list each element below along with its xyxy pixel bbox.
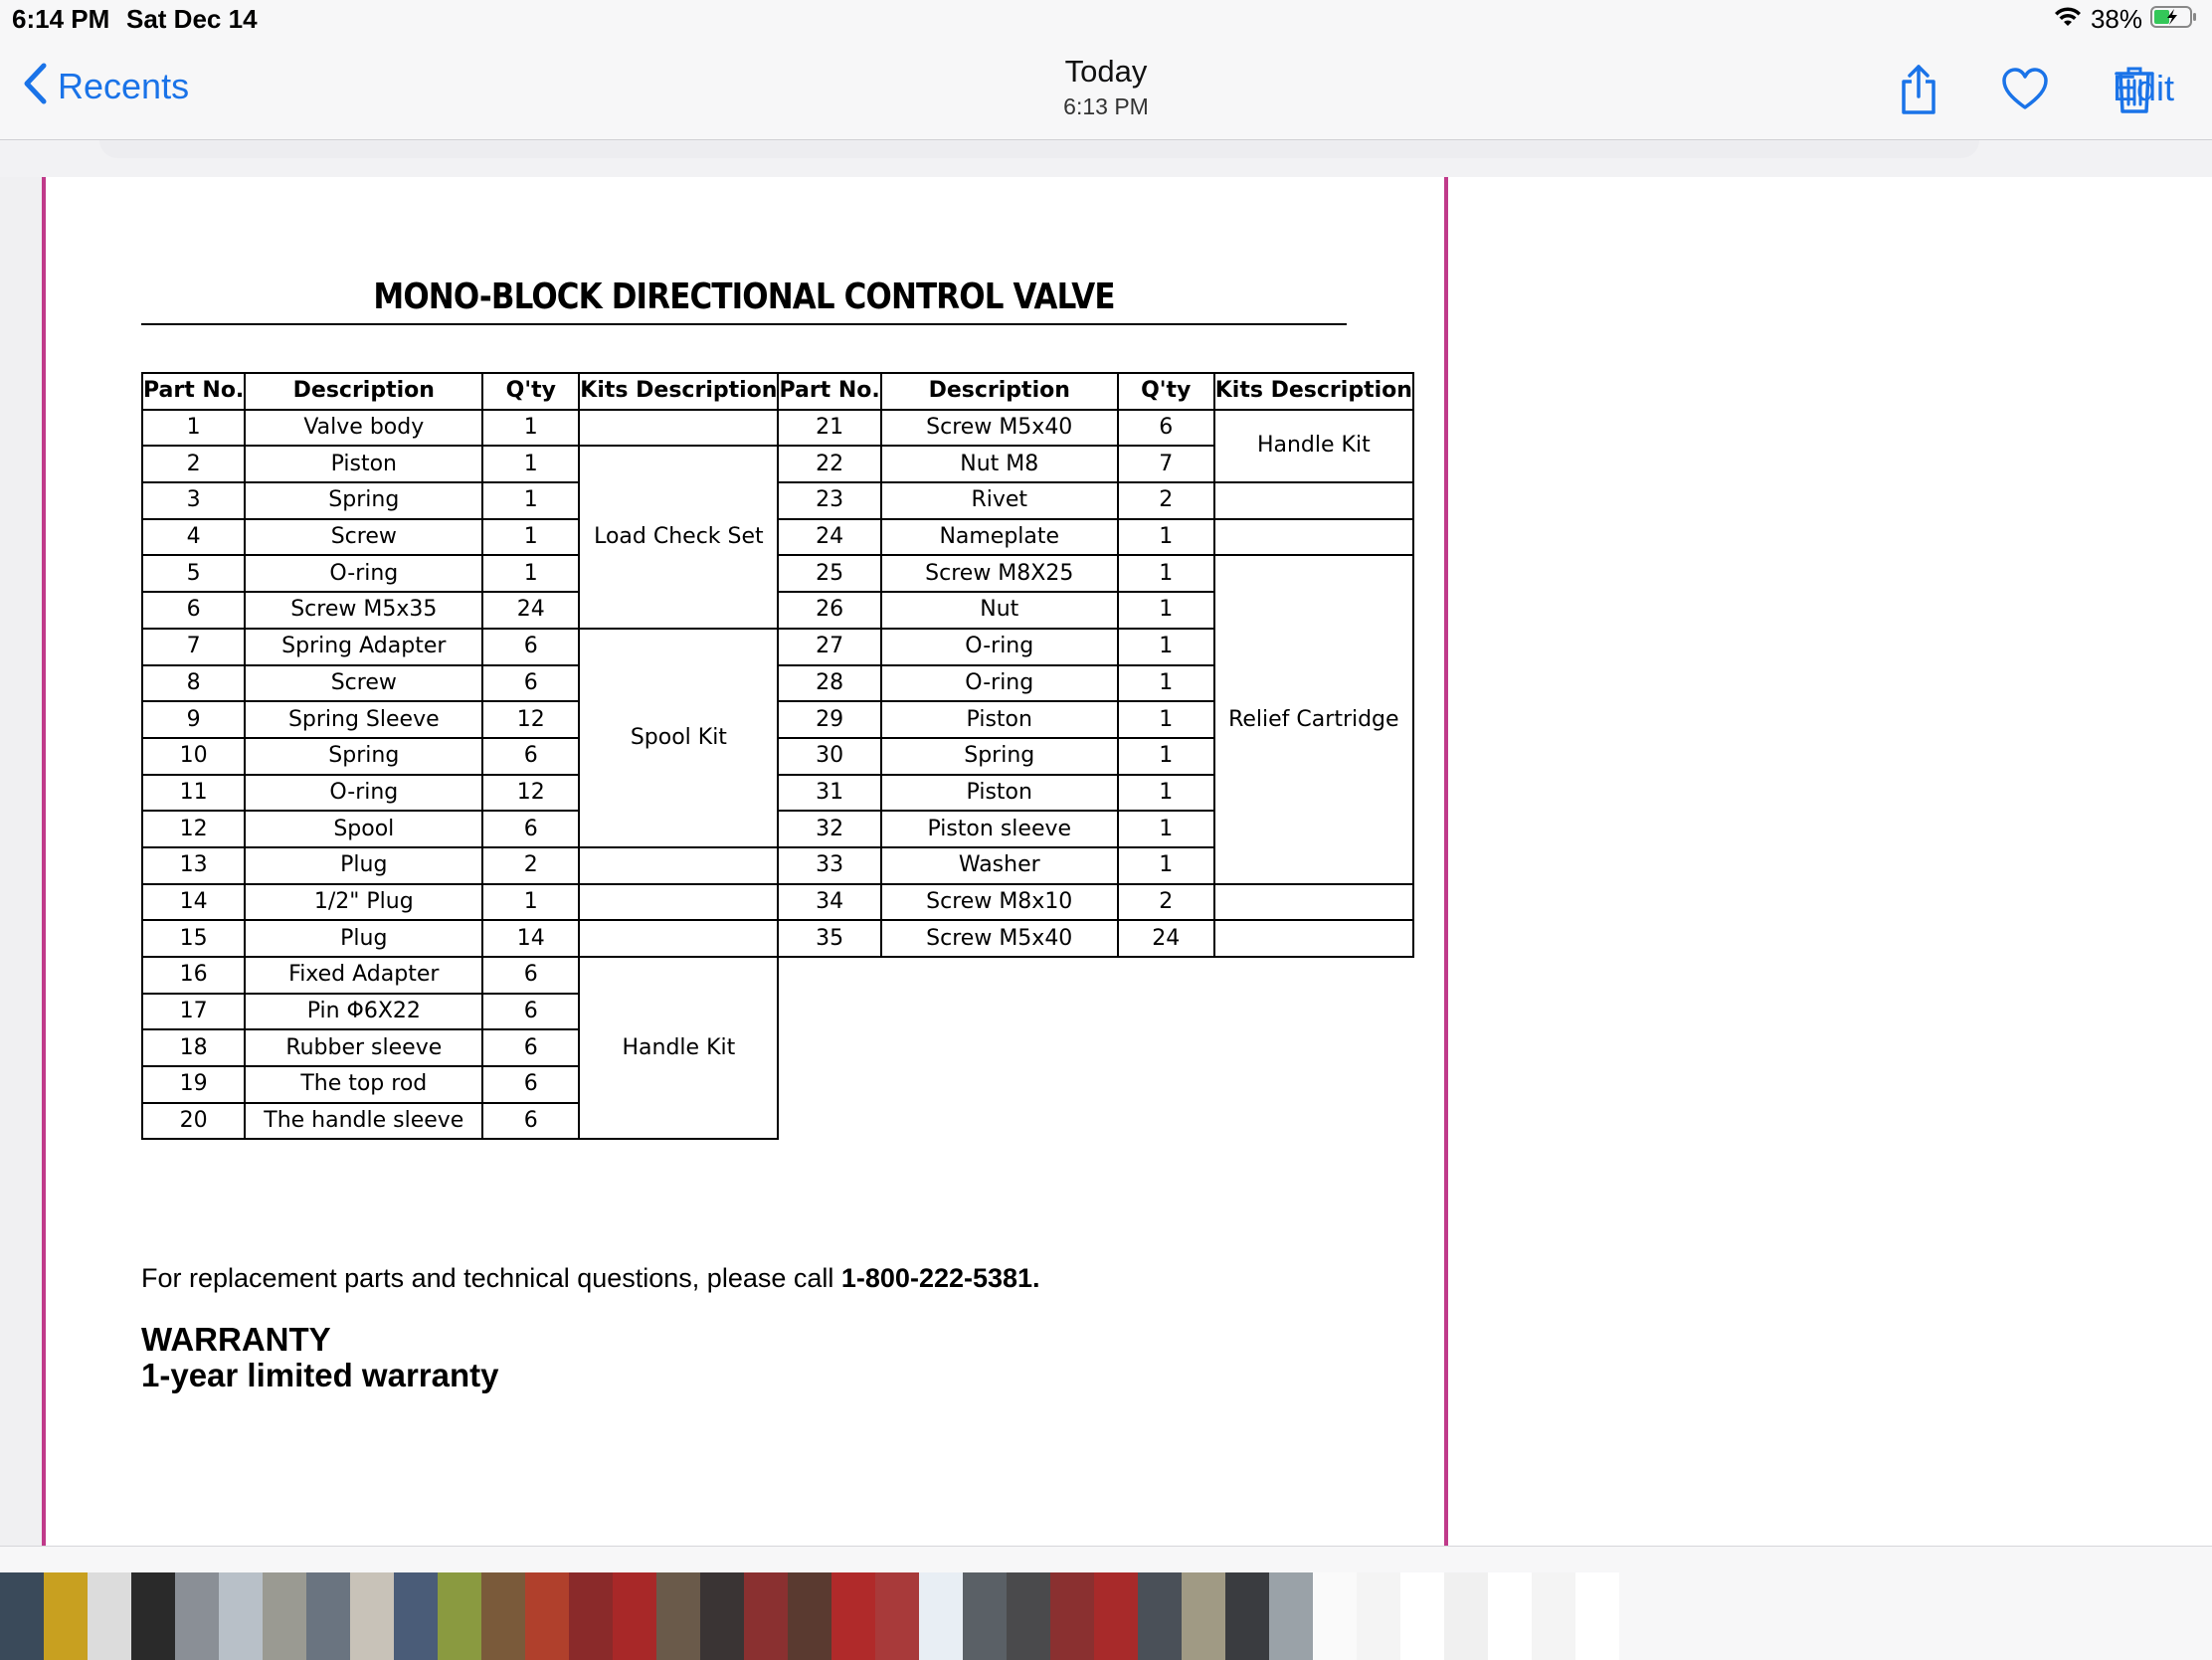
part-no-cell: 1 [142, 410, 245, 447]
qty-cell: 6 [482, 1029, 579, 1066]
header-kits-description: Kits Description [1214, 373, 1413, 410]
header-kits-description: Kits Description [579, 373, 778, 410]
part-no-cell: 20 [142, 1103, 245, 1140]
description-cell: Nut M8 [881, 446, 1118, 482]
qty-cell: 1 [482, 884, 579, 921]
kits-cell-empty [579, 920, 778, 957]
description-cell: Nameplate [881, 519, 1118, 556]
qty-cell: 6 [482, 957, 579, 994]
description-cell: Rubber sleeve [245, 1029, 482, 1066]
part-no-cell: 12 [142, 811, 245, 847]
part-no-cell: 8 [142, 665, 245, 702]
page-gutter-right [1444, 177, 2212, 1546]
description-cell: The handle sleeve [245, 1103, 482, 1140]
photo-thumbnail[interactable] [963, 1572, 1007, 1660]
photo-thumbnail[interactable] [613, 1572, 656, 1660]
qty-cell: 1 [1118, 665, 1214, 702]
description-cell: Screw M5x35 [245, 592, 482, 629]
qty-cell: 6 [482, 811, 579, 847]
description-cell: Screw [245, 665, 482, 702]
description-cell: Rivet [881, 482, 1118, 519]
part-no-cell: 23 [778, 482, 880, 519]
photo-thumbnail[interactable] [306, 1572, 350, 1660]
share-icon[interactable] [1889, 60, 1948, 119]
support-text: For replacement parts and technical questions, please call [141, 1263, 841, 1293]
document-title: MONO-BLOCK DIRECTIONAL CONTROL VALVE [373, 277, 1115, 317]
part-no-cell: 25 [778, 555, 880, 592]
description-cell: Screw M8x10 [881, 884, 1118, 921]
qty-cell: 1 [482, 555, 579, 592]
description-cell: Valve body [245, 410, 482, 447]
nav-title: Today [1064, 54, 1148, 89]
photo-filmstrip[interactable] [0, 1572, 1663, 1660]
kits-cell-handle-kit: Handle Kit [579, 957, 778, 1139]
qty-cell: 2 [1118, 482, 1214, 519]
header-qty: Q'ty [482, 373, 579, 410]
table-row [142, 482, 1413, 519]
table-row [142, 519, 1413, 556]
qty-cell: 1 [482, 410, 579, 447]
photo-thumbnail[interactable] [131, 1572, 175, 1660]
description-cell: Screw M5x40 [881, 920, 1118, 957]
part-no-cell: 19 [142, 1066, 245, 1103]
photo-thumbnail[interactable] [438, 1572, 481, 1660]
chevron-left-icon [22, 62, 48, 110]
photo-thumbnail[interactable] [1400, 1572, 1444, 1660]
description-cell: Piston [881, 701, 1118, 738]
table-header-row [142, 373, 1413, 410]
photo-thumbnail[interactable] [1444, 1572, 1488, 1660]
status-bar [0, 0, 2212, 40]
part-no-cell: 3 [142, 482, 245, 519]
description-cell: Piston sleeve [881, 811, 1118, 847]
part-no-cell: 9 [142, 701, 245, 738]
description-cell: Piston [881, 775, 1118, 812]
photo-thumbnail[interactable] [1619, 1572, 1663, 1660]
photo-thumbnail[interactable] [175, 1572, 219, 1660]
table-row [142, 957, 1413, 994]
part-no-cell: 11 [142, 775, 245, 812]
part-no-cell: 28 [778, 665, 880, 702]
photo-thumbnail[interactable] [1313, 1572, 1357, 1660]
status-date: Sat Dec 14 [126, 4, 258, 34]
description-cell: Washer [881, 847, 1118, 884]
qty-cell: 12 [482, 701, 579, 738]
qty-cell: 24 [482, 592, 579, 629]
photo-thumbnail[interactable] [0, 1572, 44, 1660]
description-cell: The top rod [245, 1066, 482, 1103]
title-divider [141, 323, 1347, 325]
part-no-cell: 15 [142, 920, 245, 957]
photo-thumbnail[interactable] [1007, 1572, 1050, 1660]
photo-thumbnail[interactable] [656, 1572, 700, 1660]
qty-cell: 7 [1118, 446, 1214, 482]
photo-thumbnail[interactable] [1138, 1572, 1182, 1660]
battery-icon [2150, 5, 2198, 34]
qty-cell: 6 [482, 994, 579, 1030]
qty-cell: 6 [482, 1103, 579, 1140]
photo-thumbnail[interactable] [44, 1572, 88, 1660]
photo-thumbnail[interactable] [831, 1572, 875, 1660]
qty-cell: 6 [482, 1066, 579, 1103]
table-row [142, 555, 1413, 592]
qty-cell: 1 [482, 519, 579, 556]
qty-cell: 6 [482, 629, 579, 665]
parts-table [141, 372, 1414, 1140]
photo-thumbnail[interactable] [1575, 1572, 1619, 1660]
navigation-bar [0, 40, 2212, 140]
status-indicators [2053, 4, 2198, 35]
description-cell: Spring [245, 482, 482, 519]
description-cell: Screw M5x40 [881, 410, 1118, 447]
part-no-cell: 22 [778, 446, 880, 482]
part-no-cell: 10 [142, 738, 245, 775]
part-no-cell: 7 [142, 629, 245, 665]
header-description: Description [245, 373, 482, 410]
photo-thumbnail[interactable] [1488, 1572, 1532, 1660]
description-cell: 1/2" Plug [245, 884, 482, 921]
qty-cell: 1 [1118, 555, 1214, 592]
page-gutter-left [0, 177, 42, 1546]
part-no-cell: 21 [778, 410, 880, 447]
kits-cell-spool-kit: Spool Kit [579, 629, 778, 847]
header-qty: Q'ty [1118, 373, 1214, 410]
table-row [142, 920, 1413, 957]
part-no-cell: 33 [778, 847, 880, 884]
description-cell: Screw M8X25 [881, 555, 1118, 592]
kits-cell-relief-cartridge: Relief Cartridge [1214, 555, 1413, 883]
description-cell: Piston [245, 446, 482, 482]
kits-cell-handle-kit: Handle Kit [1214, 410, 1413, 482]
photo-thumbnail[interactable] [263, 1572, 306, 1660]
qty-cell: 14 [482, 920, 579, 957]
heart-icon[interactable] [1995, 60, 2055, 119]
description-cell: Fixed Adapter [245, 957, 482, 994]
part-no-cell: 2 [142, 446, 245, 482]
photo-thumbnail[interactable] [744, 1572, 788, 1660]
nav-title-block [1007, 54, 1205, 120]
qty-cell: 1 [1118, 519, 1214, 556]
photo-thumbnail[interactable] [919, 1572, 963, 1660]
qty-cell: 12 [482, 775, 579, 812]
part-no-cell: 17 [142, 994, 245, 1030]
qty-cell: 1 [1118, 811, 1214, 847]
qty-cell: 1 [1118, 775, 1214, 812]
qty-cell: 1 [1118, 629, 1214, 665]
part-no-cell: 35 [778, 920, 880, 957]
kits-cell-empty [1214, 519, 1413, 556]
photo-thumbnail[interactable] [1225, 1572, 1269, 1660]
photo-thumbnail[interactable] [700, 1572, 744, 1660]
part-no-cell: 16 [142, 957, 245, 994]
description-cell: O-ring [881, 629, 1118, 665]
back-button[interactable] [22, 62, 189, 110]
description-cell: Nut [881, 592, 1118, 629]
photo-thumbnail[interactable] [1269, 1572, 1313, 1660]
support-phone-number: 1-800-222-5381. [840, 1263, 1040, 1293]
photo-thumbnail[interactable] [219, 1572, 263, 1660]
photo-thumbnail[interactable] [569, 1572, 613, 1660]
kits-cell-empty [1214, 920, 1413, 957]
qty-cell: 1 [1118, 701, 1214, 738]
description-cell: Plug [245, 847, 482, 884]
qty-cell: 1 [482, 482, 579, 519]
kits-cell-load-check-set: Load Check Set [579, 446, 778, 628]
qty-cell: 1 [1118, 592, 1214, 629]
photo-thumbnail[interactable] [525, 1572, 569, 1660]
photo-thumbnail[interactable] [481, 1572, 525, 1660]
qty-cell: 6 [1118, 410, 1214, 447]
description-cell: Spring Adapter [245, 629, 482, 665]
nav-subtitle: 6:13 PM [1063, 93, 1149, 119]
kits-cell-empty [579, 410, 778, 447]
edit-button[interactable]: Edit [2113, 68, 2175, 108]
photo-thumbnail[interactable] [1182, 1572, 1225, 1660]
part-no-cell: 13 [142, 847, 245, 884]
part-no-cell: 18 [142, 1029, 245, 1066]
kits-cell-empty [1214, 482, 1413, 519]
support-phone-line [141, 1263, 1040, 1294]
battery-percentage: 38% [2090, 4, 2142, 34]
qty-cell: 2 [482, 847, 579, 884]
table-blank-area [778, 957, 1412, 1139]
photo-thumbnail[interactable] [1357, 1572, 1400, 1660]
part-no-cell: 24 [778, 519, 880, 556]
qty-cell: 1 [1118, 738, 1214, 775]
wifi-icon [2053, 5, 2083, 34]
header-description: Description [881, 373, 1118, 410]
back-button-label: Recents [58, 65, 190, 106]
header-part-no: Part No. [778, 373, 880, 410]
description-cell: Spool [245, 811, 482, 847]
status-time: 6:14 PM [12, 4, 110, 34]
description-cell: Pin Φ6X22 [245, 994, 482, 1030]
header-part-no: Part No. [142, 373, 245, 410]
qty-cell: 24 [1118, 920, 1214, 957]
description-cell: Spring Sleeve [245, 701, 482, 738]
table-row [142, 884, 1413, 921]
part-no-cell: 6 [142, 592, 245, 629]
photo-thumbnail[interactable] [1050, 1572, 1094, 1660]
part-no-cell: 32 [778, 811, 880, 847]
part-no-cell: 27 [778, 629, 880, 665]
photo-thumbnail[interactable] [1532, 1572, 1575, 1660]
qty-cell: 2 [1118, 884, 1214, 921]
photo-thumbnail[interactable] [350, 1572, 394, 1660]
table-row [142, 410, 1413, 447]
photo-filmstrip-bar [0, 1546, 2212, 1660]
part-no-cell: 4 [142, 519, 245, 556]
description-cell: O-ring [245, 555, 482, 592]
part-no-cell: 5 [142, 555, 245, 592]
photo-thumbnail[interactable] [788, 1572, 831, 1660]
part-no-cell: 31 [778, 775, 880, 812]
photo-thumbnail[interactable] [394, 1572, 438, 1660]
photo-thumbnail[interactable] [1094, 1572, 1138, 1660]
qty-cell: 1 [482, 446, 579, 482]
kits-cell-empty [1214, 884, 1413, 921]
photo-thumbnail[interactable] [875, 1572, 919, 1660]
part-no-cell: 14 [142, 884, 245, 921]
photo-thumbnail[interactable] [88, 1572, 131, 1660]
part-no-cell: 26 [778, 592, 880, 629]
kits-cell-empty [579, 847, 778, 884]
document-page[interactable] [42, 177, 1448, 1546]
qty-cell: 6 [482, 665, 579, 702]
description-cell: Spring [245, 738, 482, 775]
part-no-cell: 29 [778, 701, 880, 738]
part-no-cell: 34 [778, 884, 880, 921]
description-cell: Screw [245, 519, 482, 556]
description-cell: O-ring [881, 665, 1118, 702]
description-cell: Plug [245, 920, 482, 957]
scroll-indicator [99, 140, 1979, 158]
warranty-heading: WARRANTY [141, 1321, 331, 1358]
kits-cell-empty [579, 884, 778, 921]
description-cell: Spring [881, 738, 1118, 775]
warranty-subheading: 1-year limited warranty [141, 1357, 499, 1393]
description-cell: O-ring [245, 775, 482, 812]
qty-cell: 6 [482, 738, 579, 775]
part-no-cell: 30 [778, 738, 880, 775]
qty-cell: 1 [1118, 847, 1214, 884]
